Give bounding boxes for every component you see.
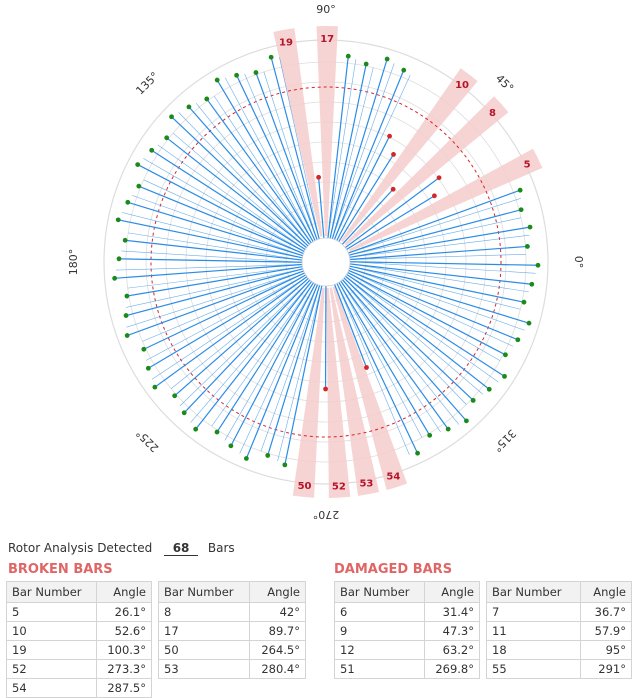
header-angle: Angle (96, 582, 151, 603)
healthy-bar-dot (234, 73, 239, 78)
healthy-bar-dot (187, 104, 192, 109)
healthy-bar-dot (164, 135, 169, 140)
table-row (487, 603, 632, 622)
healthy-bar-line (175, 278, 309, 395)
damaged-bars-table-left (334, 581, 480, 679)
bar-number-cell: 5 (7, 603, 97, 622)
bar-number-cell: 18 (487, 641, 581, 660)
healthy-bar-line-shadow (225, 284, 316, 441)
angle-cell: 273.3° (96, 660, 151, 679)
angle-cell: 42° (249, 603, 305, 622)
bar-number-cell: 8 (159, 603, 250, 622)
healthy-bar-dot (415, 451, 420, 456)
healthy-bar-dot (228, 443, 233, 448)
healthy-bar-dot (182, 410, 187, 415)
table-row (335, 641, 480, 660)
healthy-bar-dot (125, 333, 130, 338)
healthy-bar-line-shadow (350, 266, 521, 309)
bar-number-cell: 52 (7, 660, 97, 679)
broken-bar-label: 17 (320, 34, 334, 45)
healthy-bar-dot (503, 352, 508, 357)
healthy-bar-dot (502, 374, 507, 379)
header-bar-number: Bar Number (159, 582, 250, 603)
bar-number-cell: 11 (487, 622, 581, 641)
angle-label: 0° (572, 256, 585, 269)
healthy-bar-dot (446, 427, 451, 432)
table-row (335, 603, 480, 622)
healthy-bar-dot (427, 433, 432, 438)
bar-number-cell: 12 (335, 641, 425, 660)
healthy-bar-dot (117, 256, 122, 261)
broken-bars-table-left (6, 581, 152, 698)
angle-cell: 52.6° (96, 622, 151, 641)
healthy-bar-dot (112, 276, 117, 281)
healthy-bar-dot (464, 418, 469, 423)
healthy-bar-dot (204, 97, 209, 102)
angle-label: 45° (493, 72, 516, 95)
header-bar-number: Bar Number (7, 582, 97, 603)
healthy-bar-dot (254, 70, 259, 75)
angle-label: 270° (313, 508, 340, 521)
rotor-summary (8, 541, 235, 556)
table-row (7, 641, 152, 660)
table-row (335, 660, 480, 679)
damaged-bar-dot (364, 365, 369, 370)
damaged-bar-dot (432, 193, 437, 198)
healthy-bar-line-shadow (350, 254, 526, 259)
healthy-bar-dot (169, 114, 174, 119)
table-row (159, 603, 306, 622)
healthy-bar-dot (152, 385, 157, 390)
healthy-bar-dot (528, 225, 533, 230)
healthy-bar-line-shadow (122, 212, 302, 257)
healthy-bar-dot (282, 462, 287, 467)
summary-suffix: Bars (208, 541, 235, 555)
broken-bars-title: BROKEN BARS (8, 562, 113, 577)
header-bar-number: Bar Number (487, 582, 581, 603)
healthy-bar-dot (172, 393, 177, 398)
table-row (7, 679, 152, 698)
angle-cell: 26.1° (96, 603, 151, 622)
healthy-bar-line-shadow (191, 281, 312, 422)
healthy-bar-line (118, 220, 302, 258)
table-row (7, 603, 152, 622)
table-row (487, 641, 632, 660)
broken-bar-label: 54 (386, 472, 400, 483)
bar-number-cell: 17 (159, 622, 250, 641)
healthy-bar-dot (141, 347, 146, 352)
healthy-bar-dot (487, 387, 492, 392)
healthy-bar-dot (136, 184, 141, 189)
angle-cell: 287.5° (96, 679, 151, 698)
healthy-bar-dot (518, 188, 523, 193)
healthy-bar-dot (123, 238, 128, 243)
angle-label: 90° (316, 3, 336, 16)
header-angle: Angle (249, 582, 305, 603)
angle-cell: 89.7° (249, 622, 305, 641)
table-row (7, 622, 152, 641)
angle-cell: 31.4° (424, 603, 479, 622)
healthy-bar-line (125, 240, 302, 260)
broken-bar-label: 52 (332, 482, 346, 493)
bar-number-cell: 50 (159, 641, 250, 660)
healthy-bar-dot (193, 427, 198, 432)
header-bar-number: Bar Number (335, 582, 425, 603)
broken-bar-label: 10 (455, 80, 469, 91)
damaged-bar-dot (316, 175, 321, 180)
healthy-bar-dot (364, 62, 369, 67)
healthy-bar-dot (215, 430, 220, 435)
healthy-bar-dot (346, 54, 351, 59)
healthy-bar-dot (116, 217, 121, 222)
angle-cell: 264.5° (249, 641, 305, 660)
bar-number-cell: 6 (335, 603, 425, 622)
healthy-bar-line (342, 280, 466, 421)
bar-number-cell: 54 (7, 679, 97, 698)
table-header-row (487, 582, 632, 603)
table-header-row (335, 582, 480, 603)
healthy-bar-line (350, 264, 532, 284)
healthy-bar-line (189, 107, 310, 245)
table-row (159, 660, 306, 679)
angle-cell: 47.3° (424, 622, 479, 641)
healthy-bar-dot (536, 263, 541, 268)
table-row (159, 641, 306, 660)
bar-number-cell: 9 (335, 622, 425, 641)
angle-cell: 280.4° (249, 660, 305, 679)
bar-count: 68 (164, 541, 198, 556)
healthy-bar-dot (244, 456, 249, 461)
bar-number-cell: 7 (487, 603, 581, 622)
healthy-bar-dot (215, 78, 220, 83)
broken-bar-label: 8 (489, 108, 496, 119)
broken-bars-table-right (158, 581, 306, 679)
healthy-bar-dot (527, 321, 532, 326)
angle-cell: 63.2° (424, 641, 479, 660)
angle-cell: 100.3° (96, 641, 151, 660)
table-row (159, 622, 306, 641)
healthy-bar-line-shadow (348, 272, 500, 360)
broken-bar-wedge (317, 26, 338, 236)
angle-cell: 291° (580, 660, 631, 679)
healthy-bar-dot (269, 55, 274, 60)
bar-number-cell: 55 (487, 660, 581, 679)
healthy-bar-dot (471, 398, 476, 403)
healthy-bar-dot (515, 337, 520, 342)
summary-prefix: Rotor Analysis Detected (8, 541, 152, 555)
damaged-bar-dot (391, 187, 396, 192)
healthy-bar-line (152, 150, 306, 249)
healthy-bar-dot (401, 68, 406, 73)
healthy-bar-dot (124, 313, 129, 318)
header-angle: Angle (580, 582, 631, 603)
damaged-bar-dot (323, 387, 328, 392)
broken-bar-label: 19 (279, 38, 293, 49)
damaged-bars-title: DAMAGED BARS (334, 562, 452, 577)
angle-label: 180° (67, 249, 80, 276)
header-angle: Angle (424, 582, 479, 603)
healthy-bar-dot (385, 57, 390, 62)
angle-cell: 57.9° (580, 622, 631, 641)
healthy-bar-dot (522, 300, 527, 305)
table-row (7, 660, 152, 679)
table-header-row (7, 582, 152, 603)
broken-bar-label: 5 (524, 159, 531, 170)
broken-bar-label: 50 (298, 481, 312, 492)
bar-number-cell: 19 (7, 641, 97, 660)
healthy-bar-line (348, 270, 517, 339)
angle-label: 135° (133, 69, 161, 97)
damaged-bar-dot (437, 175, 442, 180)
healthy-bar-dot (149, 148, 154, 153)
damaged-bar-dot (387, 134, 392, 139)
healthy-bar-dot (519, 207, 524, 212)
broken-bar-wedge (341, 68, 478, 242)
damaged-bar-dot (391, 152, 396, 157)
angle-cell: 269.8° (424, 660, 479, 679)
table-row (335, 622, 480, 641)
healthy-bar-dot (529, 282, 534, 287)
healthy-bar-dot (265, 453, 270, 458)
rotor-hub (302, 238, 350, 286)
healthy-bar-dot (125, 200, 130, 205)
angle-label: 315° (491, 427, 519, 455)
healthy-bar-line (139, 186, 304, 253)
bar-number-cell: 53 (159, 660, 250, 679)
healthy-bar-dot (124, 294, 129, 299)
healthy-bar-dot (525, 244, 530, 249)
healthy-bar-dot (146, 366, 151, 371)
table-row (487, 660, 632, 679)
broken-bar-label: 53 (359, 478, 373, 489)
bar-number-cell: 10 (7, 622, 97, 641)
healthy-bar-line (350, 266, 524, 302)
angle-cell: 36.7° (580, 603, 631, 622)
healthy-bar-dot (135, 162, 140, 167)
angle-label: 225° (133, 427, 161, 455)
bar-number-cell: 51 (335, 660, 425, 679)
table-row (487, 622, 632, 641)
table-header-row (159, 582, 306, 603)
healthy-bar-line-shadow (116, 264, 302, 270)
damaged-bars-table-right (486, 581, 632, 679)
angle-cell: 95° (580, 641, 631, 660)
